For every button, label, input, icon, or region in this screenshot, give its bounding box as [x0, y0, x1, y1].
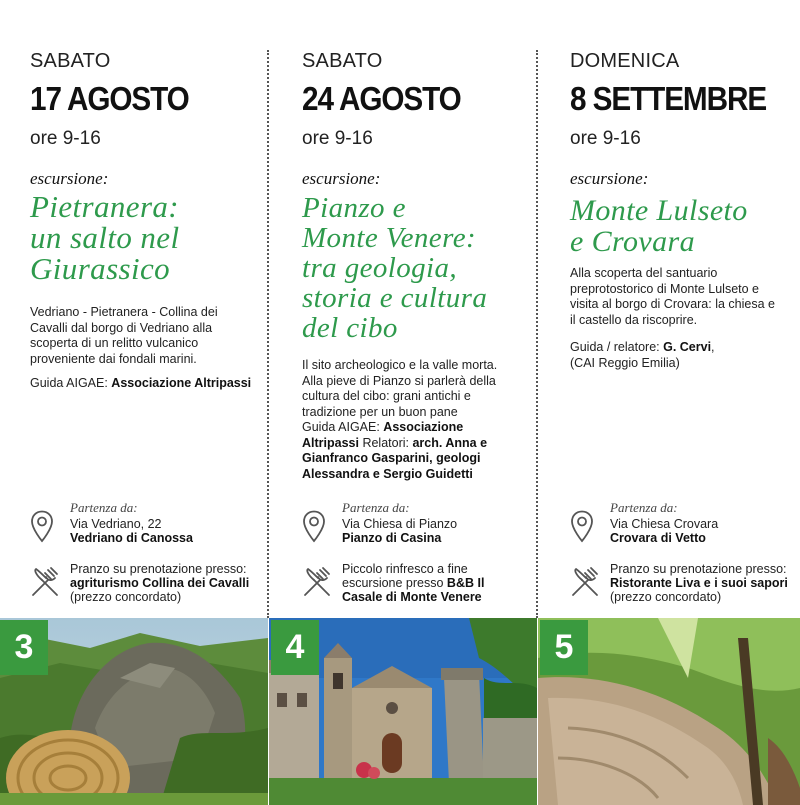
event-title: Pianzo e Monte Venere: tra geologia, storia e cultura del cibo	[302, 192, 488, 344]
lunch-text: Pranzo su prenotazione presso: Ristorante Liva e i suoi sapori (prezzo concordato)	[610, 562, 788, 604]
lunch-text: Piccolo rinfresco a fine escursione presso B&B Il Casale di Monte Venere	[342, 562, 485, 604]
event-guide: Guida AIGAE: Associazione Altripassi	[30, 376, 252, 390]
event-date: 8 SETTEMBRE	[570, 80, 767, 117]
event-description: Alla scoperta del santuario preprotostorico di Monte Lulseto e visita al borgo di Crovara: la chiesa e il castello da riscoprire. Guida / relatore: G. Cervi, (CAI Reggio Emilia)	[570, 266, 775, 370]
location-pin-icon	[570, 510, 594, 544]
event-guide: Guida / relatore: G. Cervi, (CAI Reggio Emilia)	[570, 340, 715, 370]
event-title: Monte Lulseto e Crovara	[570, 194, 748, 258]
event-title: Pietranera: un salto nel Giurassico	[30, 189, 180, 286]
start-label: Partenza da:	[70, 500, 138, 515]
fork-knife-icon	[300, 566, 334, 600]
event-number-badge: 5	[540, 620, 588, 675]
start-label: Partenza da:	[342, 500, 410, 515]
event-day: SABATO	[302, 50, 383, 72]
event-time: ore 9-16	[302, 128, 373, 149]
start-address: Via Chiesa Crovara Crovara di Vetto	[610, 517, 719, 545]
event-time: ore 9-16	[570, 128, 641, 149]
event-time: ore 9-16	[30, 128, 101, 149]
lunch-text: Pranzo su prenotazione presso: agriturismo Collina dei Cavalli (prezzo concordato)	[70, 562, 250, 604]
event-date: 24 AGOSTO	[302, 80, 461, 117]
start-label: Partenza da:	[610, 500, 678, 515]
event-day: DOMENICA	[570, 50, 680, 72]
start-address: Via Vedriano, 22 Vedriano di Canossa	[70, 517, 193, 545]
location-pin-icon	[30, 510, 54, 544]
event-kind: escursione:	[570, 169, 649, 188]
event-column-3	[538, 0, 800, 618]
event-column-2	[269, 0, 537, 618]
event-day: SABATO	[30, 50, 111, 72]
event-kind: escursione:	[30, 169, 109, 188]
event-date: 17 AGOSTO	[30, 80, 189, 117]
location-pin-icon	[302, 510, 326, 544]
event-number-badge: 4	[271, 620, 319, 675]
event-description: Vedriano - Pietranera - Collina dei Cavalli dal borgo di Vedriano alla scoperta di un relitto vulcanico proveniente dai fondali marini. Guida AIGAE: Associazione Altripassi	[30, 305, 258, 401]
event-number-badge: 3	[0, 620, 48, 675]
event-guide: Guida AIGAE: Associazione Altripassi	[302, 420, 464, 450]
event-speakers: Relatori: arch. Anna e Gianfranco Gasparini, geologi Alessandra e Sergio Guidetti	[302, 435, 488, 481]
fork-knife-icon	[568, 566, 602, 600]
start-address: Via Chiesa di Pianzo Pianzo di Casina	[342, 517, 458, 545]
event-column-1	[0, 0, 268, 618]
fork-knife-icon	[28, 566, 62, 600]
event-description: Il sito archeologico e la valle morta. Alla pieve di Pianzo si parlerà della cultura del cibo: grani antichi e tradizione per un buon pane Guida AIGAE: Associazione Altripassi Relatori: arch. Anna e Gianfranco Gasparini, geologi Alessandra e Sergio Guidetti	[302, 358, 498, 481]
event-kind: escursione:	[302, 169, 381, 188]
